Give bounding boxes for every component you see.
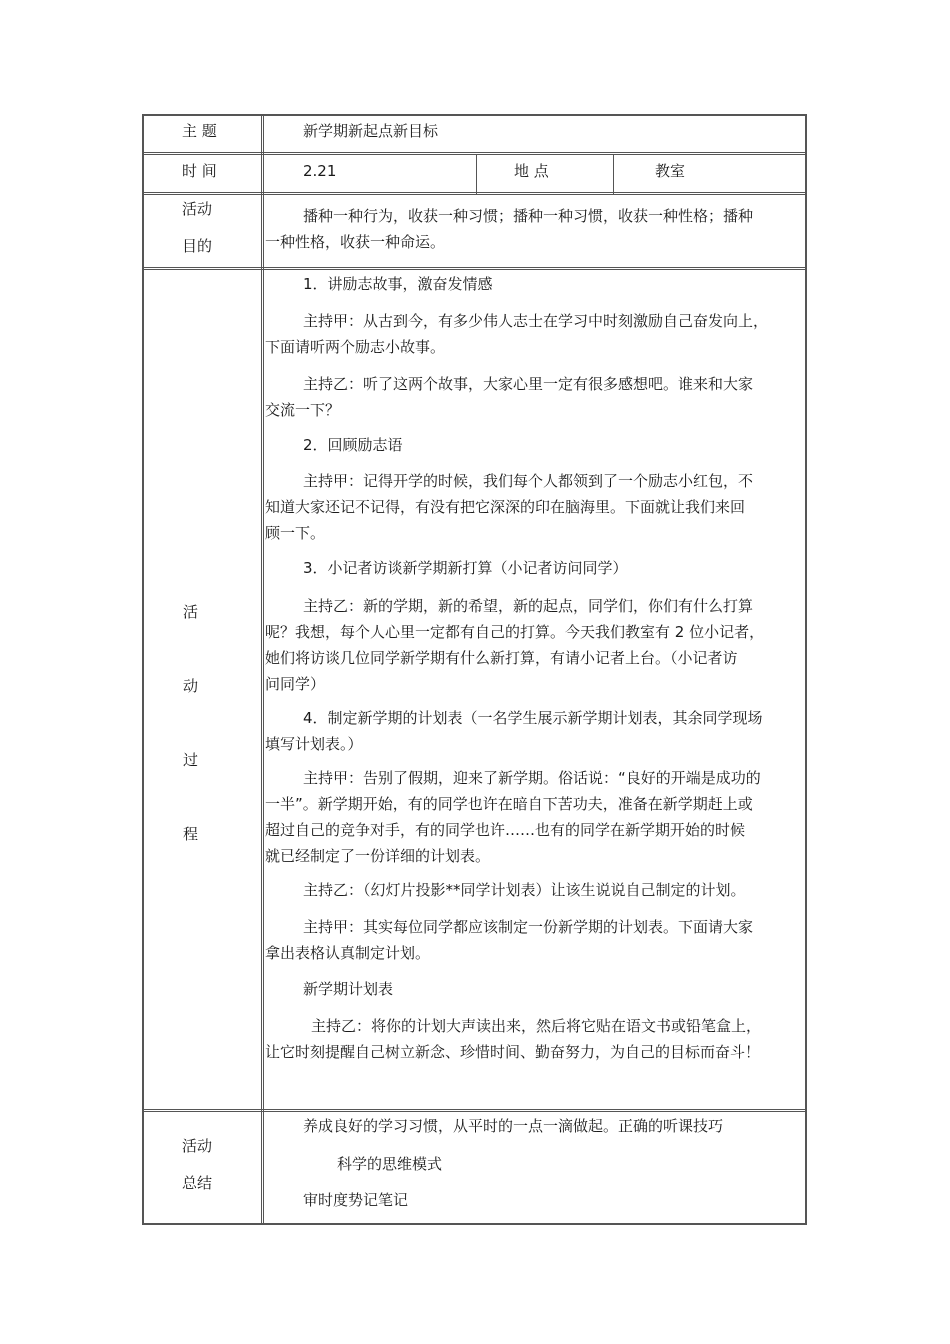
process-label-char: 程 bbox=[183, 825, 199, 843]
theme-value: 新学期新起点新目标 bbox=[303, 122, 439, 140]
theme-label: 主 题 bbox=[182, 122, 217, 140]
process-heading-2 bbox=[265, 432, 806, 458]
place-value: 教室 bbox=[655, 162, 686, 180]
purpose-label-2: 目的 bbox=[182, 237, 213, 255]
summary-label-2: 总结 bbox=[182, 1174, 213, 1192]
process-line: 呢？我想，每个人心里一定都有自己的打算。今天我们教室有 2 位小记者， bbox=[265, 623, 765, 641]
purpose-text bbox=[265, 203, 806, 255]
process-line: 让它时刻提醒自己树立新念、珍惜时间、勤奋努力，为自己的目标而奋斗！ bbox=[265, 1043, 761, 1061]
process-paragraph bbox=[265, 371, 806, 423]
time-value: 2.21 bbox=[303, 162, 337, 180]
process-paragraph bbox=[265, 468, 806, 546]
place-label: 地 点 bbox=[514, 162, 549, 180]
purpose-label-1: 活动 bbox=[182, 200, 213, 218]
row-divider-1 bbox=[143, 152, 806, 155]
process-line: 主持乙：（幻灯片投影**同学计划表）让该生说说自己制定的计划。 bbox=[303, 881, 746, 899]
process-line: 主持乙：将你的计划大声读出来，然后将它贴在语文书或铅笔盒上， bbox=[311, 1017, 762, 1035]
process-line: 2．回顾励志语 bbox=[303, 436, 403, 454]
process-line: 交流一下？ bbox=[265, 401, 341, 419]
process-line: 一半”。新学期开始，有的同学也许在暗自下苦功夫，准备在新学期赶上或 bbox=[265, 795, 753, 813]
process-line: 拿出表格认真制定计划。 bbox=[265, 944, 431, 962]
process-line: 就已经制定了一份详细的计划表。 bbox=[265, 847, 491, 865]
process-line: 主持甲：其实每位同学都应该制定一份新学期的计划表。下面请大家 bbox=[303, 918, 754, 936]
process-line: 4．制定新学期的计划表（一名学生展示新学期计划表，其余同学现场 bbox=[303, 709, 763, 727]
process-heading-3 bbox=[265, 555, 806, 581]
time-label: 时 间 bbox=[182, 162, 217, 180]
time-place-divider bbox=[476, 154, 477, 194]
process-paragraph bbox=[265, 914, 806, 966]
process-line: 顾一下。 bbox=[265, 524, 326, 542]
summary-line-1: 养成良好的学习习惯，从平时的一点一滴做起。正确的听课技巧 bbox=[303, 1117, 724, 1135]
process-paragraph bbox=[265, 593, 806, 697]
row-divider-4 bbox=[143, 1109, 806, 1112]
process-line: 填写计划表。） bbox=[265, 735, 363, 753]
row-divider-2 bbox=[143, 192, 806, 195]
process-heading-1 bbox=[265, 271, 806, 297]
process-line: 3．小记者访谈新学期新打算（小记者访问同学） bbox=[303, 559, 628, 577]
process-line: 主持甲：告别了假期，迎来了新学期。俗话说：“良好的开端是成功的 bbox=[303, 769, 761, 787]
process-label-char: 过 bbox=[183, 751, 199, 769]
process-line: 1．讲励志故事，激奋发情感 bbox=[303, 275, 493, 293]
process-paragraph bbox=[265, 877, 806, 903]
process-line: 主持甲：从古到今，有多少伟人志士在学习中时刻激励自己奋发向上， bbox=[303, 312, 769, 330]
process-line: 她们将访谈几位同学新学期有什么新打算，有请小记者上台。（小记者访 bbox=[265, 649, 738, 667]
process-line: 知道大家还记不记得，有没有把它深深的印在脑海里。下面就让我们来回 bbox=[265, 498, 746, 516]
process-label-char: 动 bbox=[183, 677, 199, 695]
process-paragraph bbox=[265, 765, 806, 869]
label-column-divider bbox=[261, 115, 264, 1224]
process-paragraph bbox=[265, 1013, 806, 1065]
process-line: 超过自己的竞争对手，有的同学也许……也有的同学在新学期开始的时候 bbox=[265, 821, 746, 839]
summary-label-1: 活动 bbox=[182, 1137, 213, 1155]
purpose-line: 播种一种行为，收获一种习惯；播种一种习惯，收获一种性格；播种 bbox=[303, 207, 754, 225]
process-heading-4 bbox=[265, 705, 806, 757]
process-line: 主持甲：记得开学的时候，我们每个人都领到了一个励志小红包，不 bbox=[303, 472, 754, 490]
process-label-char: 活 bbox=[183, 603, 199, 621]
place-value-divider bbox=[613, 154, 614, 194]
process-line: 主持乙：听了这两个故事，大家心里一定有很多感想吧。谁来和大家 bbox=[303, 375, 754, 393]
purpose-line: 一种性格，收获一种命运。 bbox=[265, 233, 446, 251]
process-paragraph bbox=[265, 308, 806, 360]
process-line: 下面请听两个励志小故事。 bbox=[265, 338, 446, 356]
summary-line-3: 审时度势记笔记 bbox=[303, 1191, 409, 1209]
process-line: 新学期计划表 bbox=[303, 980, 394, 998]
process-line: 问同学） bbox=[265, 675, 326, 693]
row-divider-3 bbox=[143, 267, 806, 270]
summary-line-2: 科学的思维模式 bbox=[337, 1155, 443, 1173]
process-line: 主持乙：新的学期，新的希望，新的起点，同学们，你们有什么打算 bbox=[303, 597, 754, 615]
process-paragraph bbox=[265, 976, 806, 1002]
